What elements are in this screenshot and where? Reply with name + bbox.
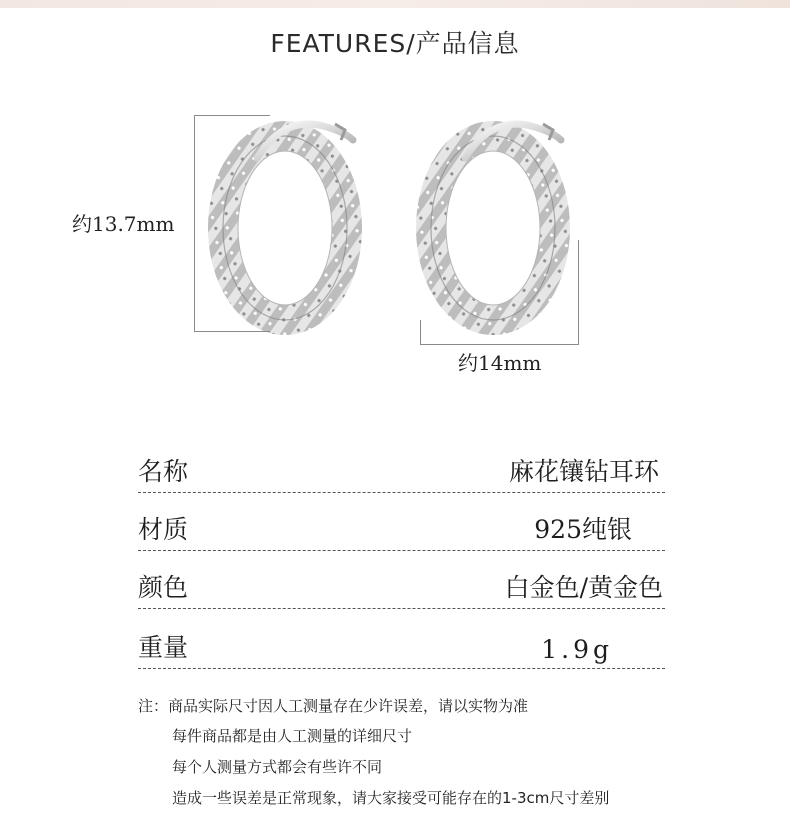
width-dimension-right [578,240,579,345]
spec-value: 麻花镶钻耳环 [508,457,659,486]
spec-row-material [138,510,665,551]
note-line: 每个人测量方式都会有些许不同 [172,758,383,776]
width-label: 约14mm [458,351,542,375]
height-label: 约13.7mm [72,212,175,236]
height-dimension-line [194,115,195,332]
spec-value: 1.9g [541,635,613,664]
width-dimension-left [420,320,421,345]
page-title: FEATURES/产品信息 [270,29,520,58]
spec-value: 925纯银 [534,515,632,544]
spec-key: 名称 [138,457,189,486]
spec-row-name [138,452,665,493]
spec-row-color [138,568,665,609]
spec-key: 材质 [138,515,189,544]
height-dimension-bottom [194,331,270,332]
product-image-earrings [195,110,595,340]
note-line: 注：商品实际尺寸因人工测量存在少许误差，请以实物为准 [138,697,529,715]
note-line: 每件商品都是由人工测量的详细尺寸 [172,727,413,745]
spec-value: 白金色/黄金色 [504,573,663,602]
earring-left [223,124,353,320]
note-line: 造成一些误差是正常现象，请大家接受可能存在的1-3cm尺寸差别 [172,789,610,807]
earring-right [431,124,561,320]
spec-key: 颜色 [138,573,189,602]
width-dimension-line [420,344,579,345]
height-dimension-top [194,115,270,116]
spec-key: 重量 [138,633,189,662]
spec-row-weight [138,628,665,669]
top-decor-band [0,0,790,8]
